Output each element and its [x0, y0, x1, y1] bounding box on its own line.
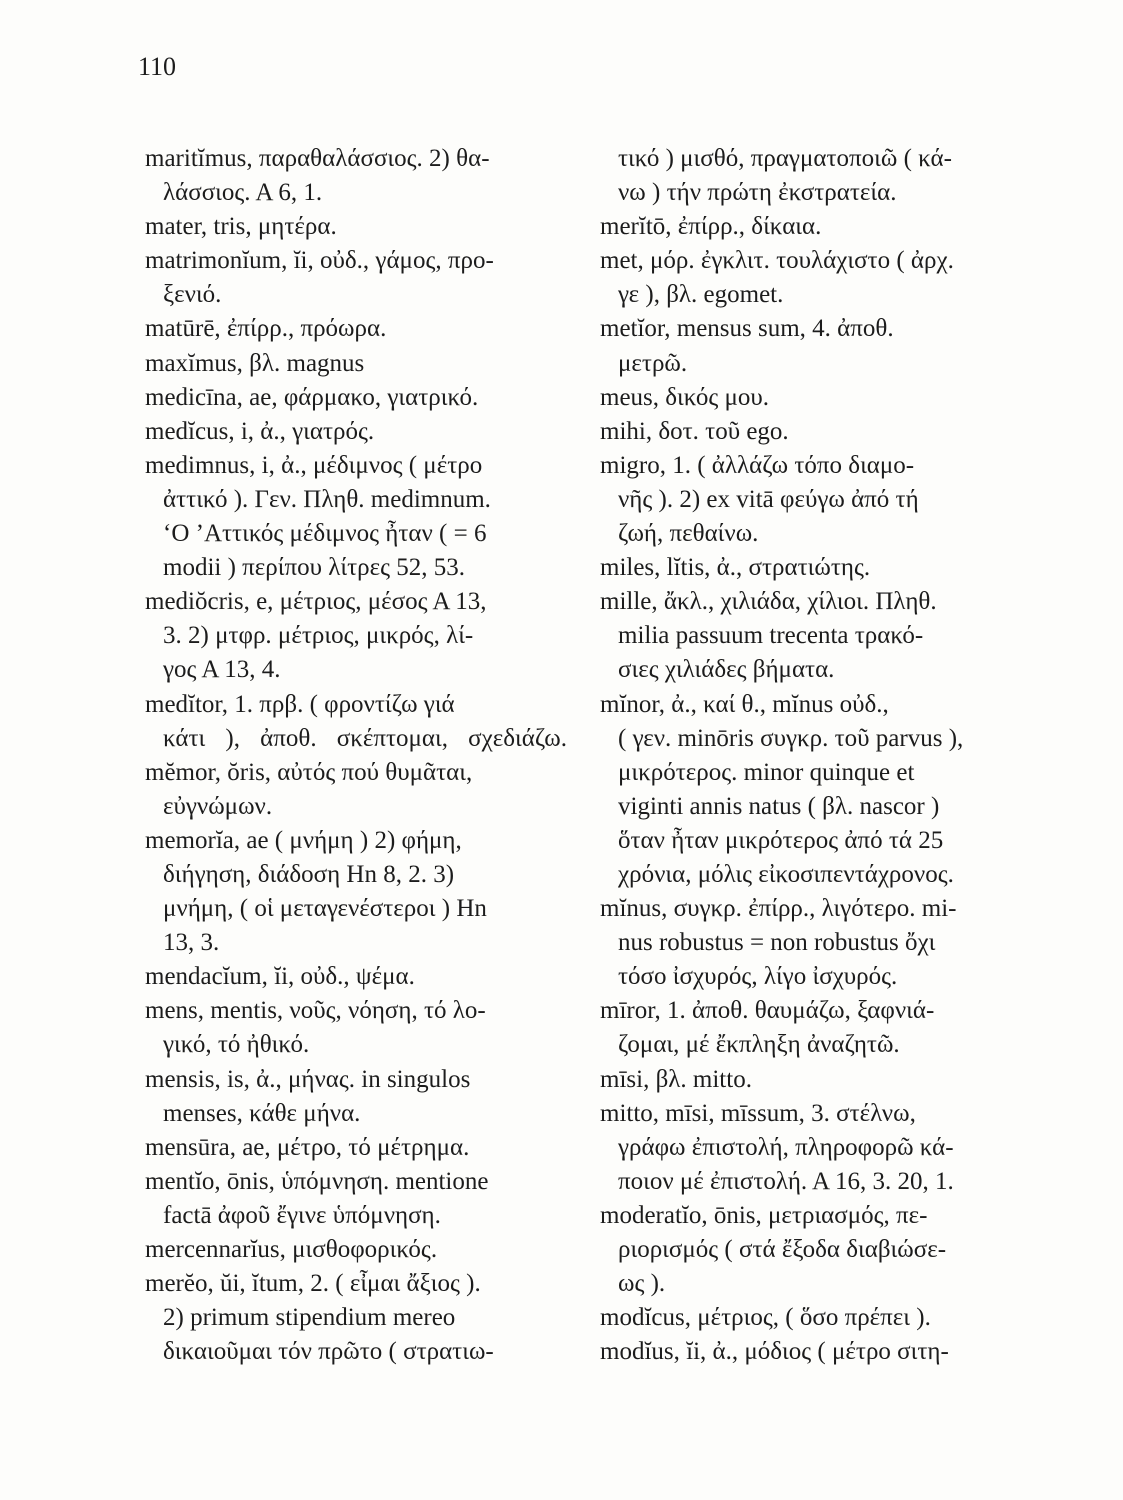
dictionary-entry-line: mīsi, βλ. mitto. — [600, 1065, 752, 1093]
entry-continuation-line: τόσο ἰσχυρός, λίγο ἰσχυρός. — [618, 963, 898, 991]
entry-continuation-line: modii ) περίπου λίτρες 52, 53. — [163, 554, 466, 582]
dictionary-entry-line: medimnus, i, ἀ., μέδιμνος ( μέτρο — [145, 451, 483, 479]
entry-continuation-line: ἀττικό ). Γεν. Πληθ. medimnum. — [163, 485, 491, 513]
dictionary-entry-line: mīror, 1. ἀποθ. θαυμάζω, ξαφνιά- — [600, 997, 935, 1025]
entry-continuation-line: γικό, τό ἠθικό. — [163, 1031, 310, 1059]
dictionary-entry-line: mihi, δοτ. τοῦ ego. — [600, 417, 789, 445]
dictionary-entry-line: medĭcus, i, ἀ., γιατρός. — [145, 417, 375, 445]
entry-continuation-line: 2) primum stipendium mereo — [163, 1304, 456, 1332]
dictionary-entry-line: mens, mentis, νοῦς, νόηση, τό λο- — [145, 997, 486, 1025]
entry-continuation-line: factā ἀφοῦ ἔγινε ὑπόμνηση. — [163, 1201, 441, 1229]
entry-continuation-line: ζωή, πεθαίνω. — [618, 520, 759, 548]
entry-continuation-line: τικό ) μισθό, πραγματοποιῶ ( κά- — [618, 145, 952, 172]
entry-continuation-line: ζομαι, μέ ἔκπληξη ἀναζητῶ. — [618, 1031, 900, 1059]
dictionary-entry-line: matrimonĭum, ĭi, οὐδ., γάμος, προ- — [145, 247, 494, 275]
right-column — [600, 142, 1046, 1369]
dictionary-entry-line: memorĭa, ae ( μνήμη ) 2) φήμη, — [145, 826, 462, 854]
dictionary-entry-line: mentĭo, ōnis, ὑπόμνηση. mentione — [145, 1167, 489, 1195]
entry-continuation-line: 3. 2) μτφρ. μέτριος, μικρός, λί- — [163, 622, 474, 650]
entry-continuation-line: 13, 3. — [163, 929, 220, 957]
dictionary-entry-line: modĭus, ĭi, ἀ., μόδιος ( μέτρο σιτη- — [600, 1338, 949, 1366]
dictionary-entry-line: maxĭmus, βλ. magnus — [145, 349, 365, 377]
entry-continuation-line: κάτι ), ἀποθ. σκέπτομαι, σχεδιάζω. — [163, 724, 567, 752]
entry-continuation-line: milia passuum trecenta τρακό- — [618, 622, 924, 650]
dictionary-entry-line: maritĭmus, παραθαλάσσιος. 2) θα- — [145, 145, 490, 172]
dictionary-entry-line: mendacĭum, ĭi, οὐδ., ψέμα. — [145, 963, 415, 991]
entry-continuation-line: ως ). — [618, 1270, 666, 1298]
entry-continuation-line: γε ), βλ. egomet. — [618, 281, 784, 309]
entry-continuation-line: νῆς ). 2) ex vitā φεύγω ἀπό τή — [618, 485, 919, 513]
entry-continuation-line: μνήμη, ( οἱ μεταγενέστεροι ) Hn — [163, 895, 487, 923]
entry-continuation-line: εὐγνώμων. — [163, 792, 273, 820]
entry-continuation-line: μετρῶ. — [618, 349, 688, 377]
entry-continuation-line: ξενιό. — [163, 281, 222, 309]
dictionary-entry-line: modĭcus, μέτριος, ( ὅσο πρέπει ). — [600, 1304, 931, 1332]
dictionary-entry-line: meus, δικός μου. — [600, 383, 770, 411]
dictionary-entry-line: mĕmor, ŏris, αὐτός πού θυμᾶται, — [145, 758, 473, 786]
dictionary-entry-line: moderatĭo, ōnis, μετριασμός, πε- — [600, 1201, 928, 1229]
dictionary-entry-line: mercennarĭus, μισθοφορικός. — [145, 1236, 438, 1263]
entry-continuation-line: nus robustus = non robustus ὄχι — [618, 929, 936, 957]
dictionary-entry-line: medicīna, ae, φάρμακο, γιατρικό. — [145, 383, 479, 411]
entry-continuation-line: ριορισμός ( στά ἔξοδα διαβιώσε- — [618, 1236, 947, 1263]
entry-continuation-line: ( γεν. minōris συγκρ. τοῦ parvus ), — [618, 724, 964, 752]
entry-continuation-line: menses, κάθε μήνα. — [163, 1099, 361, 1127]
entry-continuation-line: viginti annis natus ( βλ. nascor ) — [618, 792, 940, 820]
dictionary-entry-line: merĭtō, ἐπίρρ., δίκαια. — [600, 213, 822, 241]
entry-continuation-line: ποιον μέ ἐπιστολή. Α 16, 3. 20, 1. — [618, 1167, 954, 1195]
dictionary-entry-line: mĭnus, συγκρ. ἐπίρρ., λιγότερο. mi- — [600, 895, 957, 923]
entry-continuation-line: γράφω ἐπιστολή, πληροφορῶ κά- — [618, 1133, 954, 1161]
dictionary-entry-line: mille, ἄκλ., χιλιάδα, χίλιοι. Πληθ. — [600, 588, 937, 616]
entry-continuation-line: ‘Ο ’Αττικός μέδιμνος ἦταν ( = 6 — [163, 520, 487, 548]
dictionary-entry-line: mensis, is, ἀ., μήνας. in singulos — [145, 1065, 471, 1093]
dictionary-entry-line: medĭtor, 1. πρβ. ( φροντίζω γιά — [145, 690, 455, 718]
entry-continuation-line: ὅταν ἦταν μικρότερος ἀπό τά 25 — [618, 826, 944, 854]
dictionary-entry-line: migro, 1. ( ἀλλάζω τόπο διαμο- — [600, 451, 915, 479]
entry-continuation-line: νω ) τήν πρώτη ἐκστρατεία. — [618, 179, 897, 207]
dictionary-entry-line: mensūra, ae, μέτρο, τό μέτρημα. — [145, 1133, 470, 1161]
entry-continuation-line: διήγηση, διάδοση Hn 8, 2. 3) — [163, 860, 455, 888]
dictionary-entry-line: miles, lĭtis, ἀ., στρατιώτης. — [600, 554, 871, 582]
dictionary-entry-line: mĭnor, ἀ., καί θ., mĭnus οὐδ., — [600, 690, 889, 718]
entry-continuation-line: σιες χιλιάδες βήματα. — [618, 656, 835, 684]
dictionary-entry-line: merĕo, ŭi, ĭtum, 2. ( εἶμαι ἄξιος ). — [145, 1270, 481, 1298]
dictionary-entry-line: metĭor, mensus sum, 4. ἀποθ. — [600, 315, 894, 343]
entry-continuation-line: χρόνια, μόλις εἰκοσιπεντάχρονος. — [618, 860, 954, 888]
dictionary-entry-line: met, μόρ. ἐγκλιτ. τουλάχιστο ( ἀρχ. — [600, 247, 954, 275]
dictionary-entry-line: mitto, mīsi, mīssum, 3. στέλνω, — [600, 1099, 916, 1127]
entry-continuation-line: μικρότερος. minor quinque et — [618, 758, 915, 786]
left-column — [145, 142, 567, 1369]
entry-continuation-line: δικαιοῦμαι τόν πρῶτο ( στρατιω- — [163, 1338, 494, 1366]
entry-continuation-line: λάσσιος. Α 6, 1. — [163, 179, 323, 207]
dictionary-entry-line: mater, tris, μητέρα. — [145, 213, 337, 241]
dictionary-entry-line: mediŏcris, e, μέτριος, μέσος Α 13, — [145, 588, 487, 616]
page-number: 110 — [138, 52, 177, 81]
entry-continuation-line: γος Α 13, 4. — [163, 656, 281, 684]
dictionary-entry-line: matūrē, ἐπίρρ., πρόωρα. — [145, 315, 387, 343]
